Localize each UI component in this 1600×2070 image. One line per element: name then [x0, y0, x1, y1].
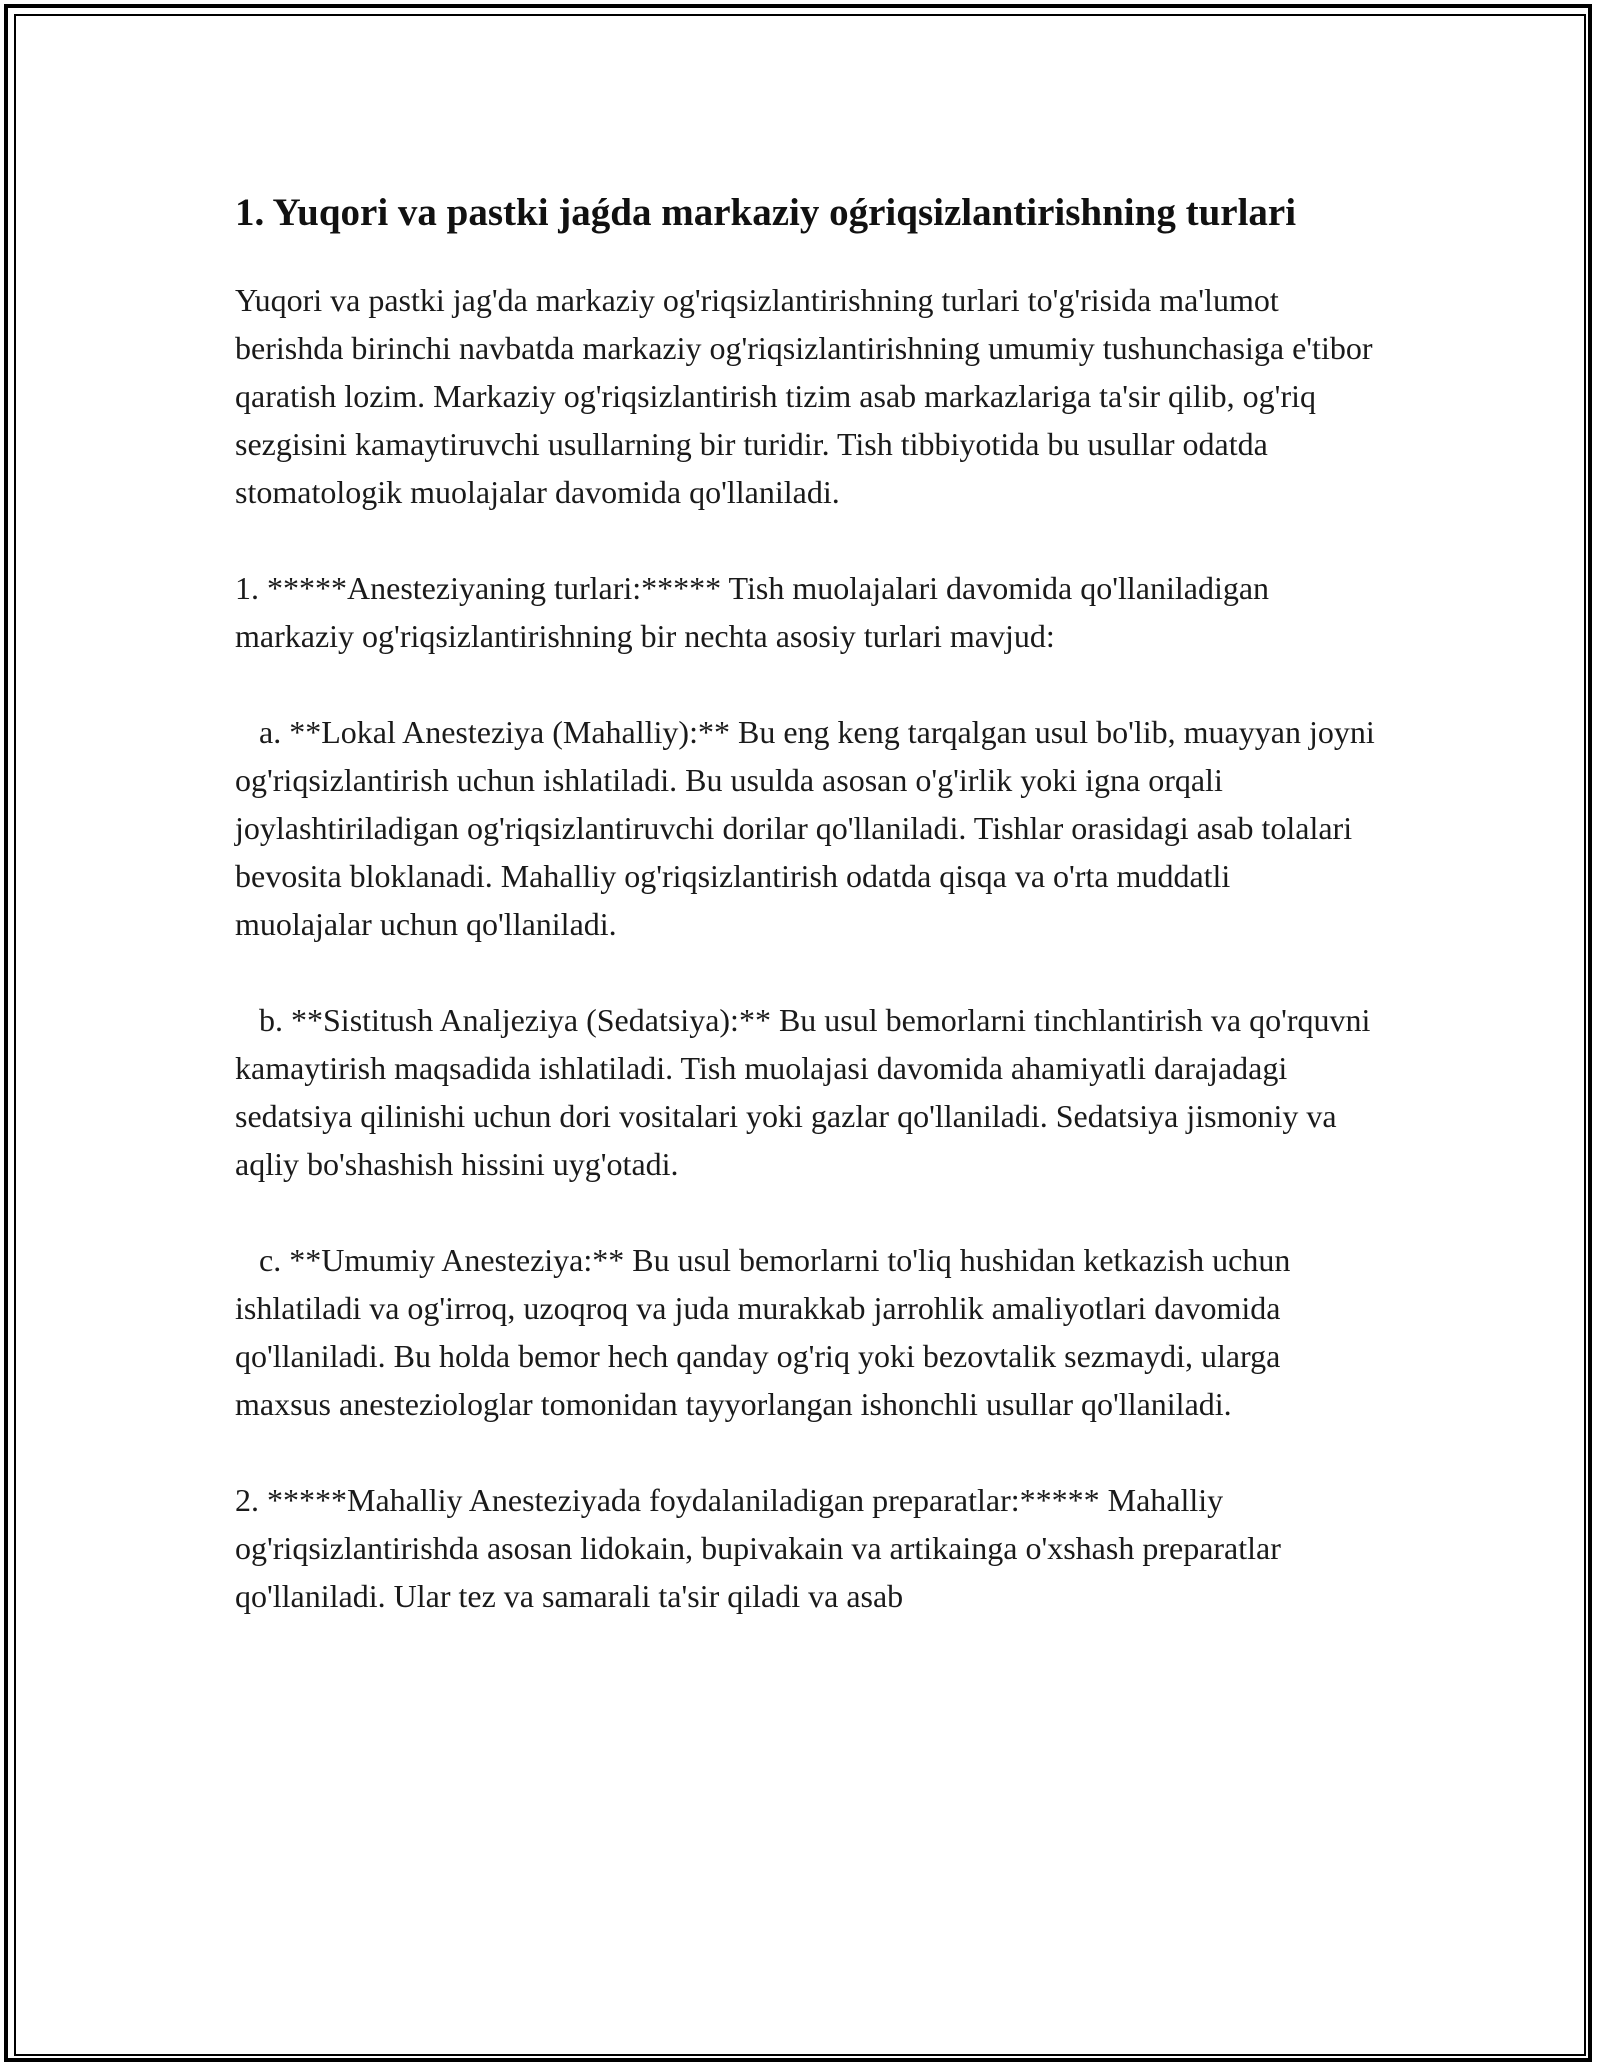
paragraph-anesthesia-types: 1. *****Anesteziyaning turlari:***** Tish muolajalari davomida qo'llaniladigan markaziy og'riqsizlantirishning bir nechta asosiy turlari mavjud: — [235, 570, 1278, 654]
document-body — [235, 185, 1383, 1668]
paragraph-general-anesthesia: c. **Umumiy Anesteziya:** Bu usul bemorlarni to'liq hushidan ketkazish uchun ishlatiladi va og'irroq, uzoqroq va juda murakkab jarrohlik amaliyotlari davomida qo'llaniladi. Bu holda bemor hech qanday og'riq yoki bezovtalik sezmaydi, ularga maxsus anesteziologlar tomonidan tayyorlangan ishonchli usullar qo'llaniladi. — [235, 1242, 1299, 1422]
paragraph-local-anesthesia: a. **Lokal Anesteziya (Mahalliy):** Bu eng keng tarqalgan usul bo'lib, muayyan joyni og'riqsizlantirish uchun ishlatiladi. Bu usulda asosan o'g'irlik yoki igna orqali joylashtiriladigan og'riqsizlantiruvchi dorilar qo'llaniladi. Tishlar orasidagi asab tolalari bevosita bloklanadi. Mahalliy og'riqsizlantirish odatda qisqa va o'rta muddatli muolajalar uchun qo'llaniladi. — [235, 714, 1383, 942]
section-heading: 1. Yuqori va pastki jaǵda markaziy oǵriqsizlantirishning turlari — [235, 191, 1297, 234]
paragraph-sedation: b. **Sistitush Analjeziya (Sedatsiya):** Bu usul bemorlarni tinchlantirish va qo'rquvni kamaytirish maqsadida ishlatiladi. Tish muolajasi davomida ahamiyatli darajadagi sedatsiya qilinishi uchun dori vositalari yoki gazlar qo'llaniladi. Sedatsiya jismoniy va aqliy bo'shashish hissini uyg'otadi. — [235, 1002, 1379, 1182]
paragraph-local-preparations: 2. *****Mahalliy Anesteziyada foydalaniladigan preparatlar:***** Mahalliy og'riqsizlantirishda asosan lidokain, bupivakain va artikainga o'xshash preparatlar qo'llaniladi. Ular tez va samarali ta'sir qiladi va asab — [235, 1482, 1289, 1614]
paragraph-intro: Yuqori va pastki jag'da markaziy og'riqsizlantirishning turlari to'g'risida ma'lumot berishda birinchi navbatda markaziy og'riqsizlantirishning umumiy tushunchasiga e'tibor qaratish lozim. Markaziy og'riqsizlantirish tizim asab markazlariga ta'sir qilib, og'riq sezgisini kamaytiruvchi usullarning bir turidir. Tish tibbiyotida bu usullar odatda stomatologik muolajalar davomida qo'llaniladi. — [235, 282, 1381, 510]
